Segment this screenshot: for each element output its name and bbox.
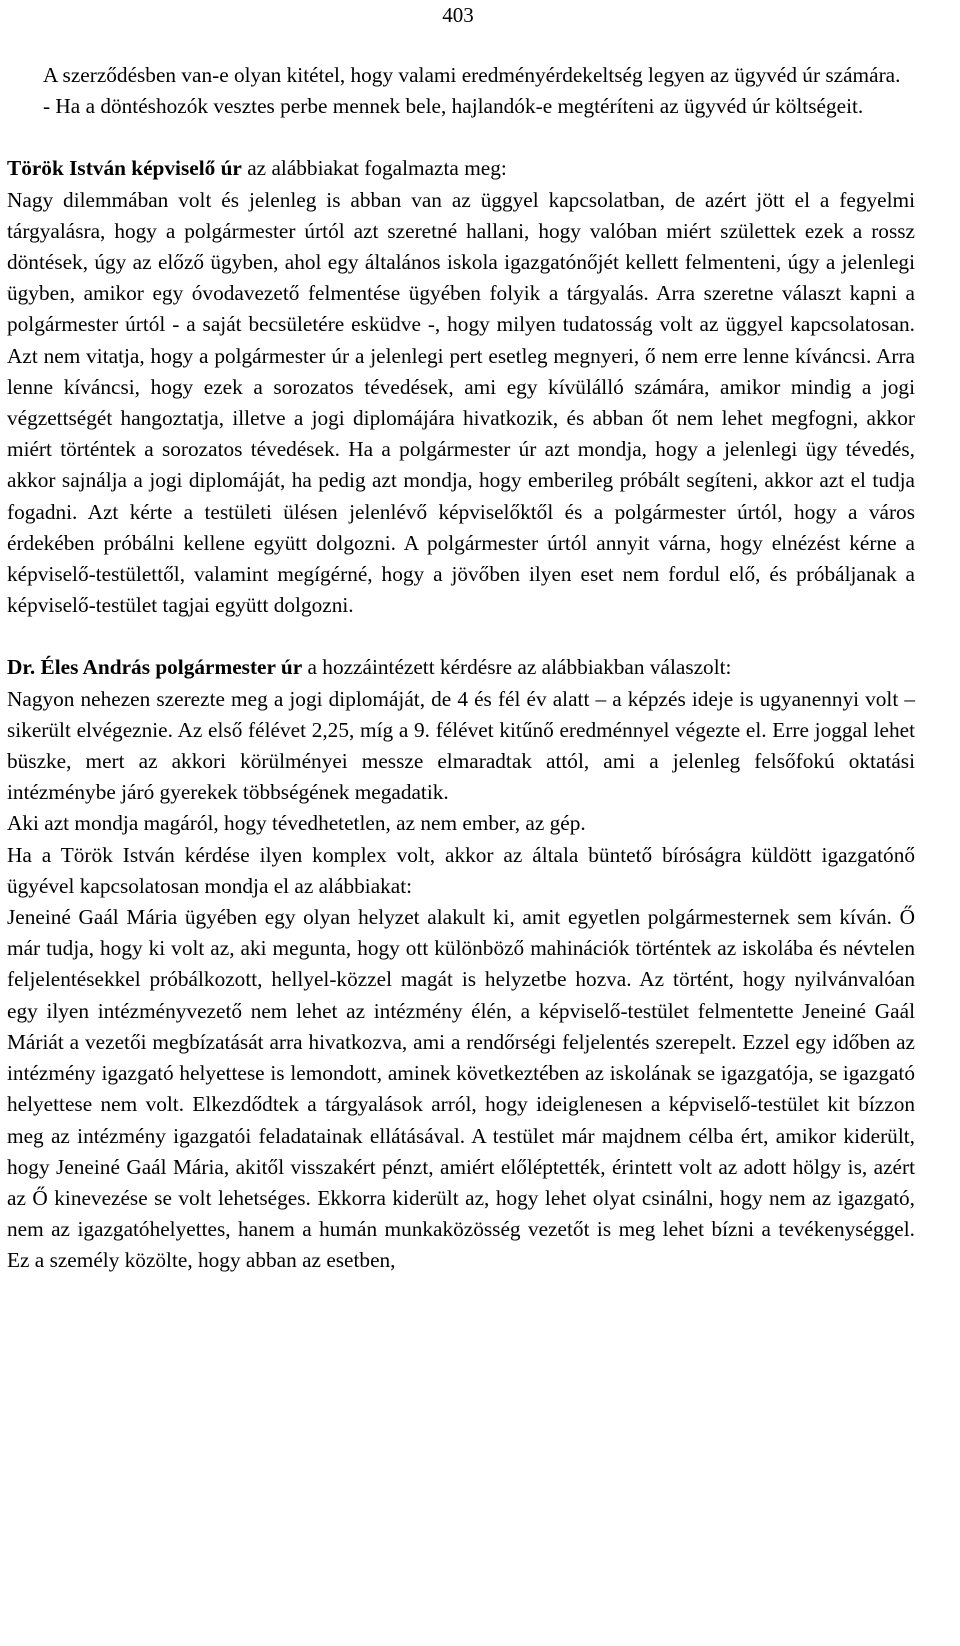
speaker-name: Dr. Éles András polgármester úr: [7, 655, 303, 680]
speech-paragraph: Nagy dilemmában volt és jelenleg is abban van az üggyel kapcsolatban, de azért jött el a fegyelmi tárgyalásra, hogy a polgármester úrtól azt szeretné hallani, hogy valóban miért születtek ezek a rossz döntések, úgy az előző ügyben, ahol egy általános iskola igazgatónőjét kellett felmenteni, úgy a jelenlegi ügyben, amikor egy óvodavezető felmentése ügyében folyik a tárgyalás. Arra szeretne választ kapni a polgármester úrtól - a saját becsületére esküdve -, hogy milyen tudatosság volt az üggyel kapcsolatosan. Azt nem vitatja, hogy a polgármester úr a jelenlegi pert esetleg megnyeri, ő nem erre lenne kíváncsi. Arra lenne kíváncsi, hogy ezek a sorozatos tévedések, ami egy kívülálló számára, amikor mindig a jogi végzettségét hangoztatja, illetve a jogi diplomájára hivatkozik, és abban őt nem lehet megfogni, akkor miért történtek a sorozatos tévedések. Ha a polgármester úr azt mondja, hogy a jelenlegi ügy tévedés, akkor sajnálja a jogi diplomáját, ha pedig azt mondja, hogy emberileg próbált segíteni, akkor azt el tudja fogadni. Azt kérte a testületi ülésen jelenlévő képviselőktől és a polgármester úrtól, hogy a város érdekében próbálni kellene együtt dolgozni. A polgármester úrtól annyit várna, hogy elnézést kérne a képviselő-testülettől, valamint megígérné, hogy a jövőben ilyen eset nem fordul elő, és próbáljanak a képviselő-testület tagjai együtt dolgozni.: [7, 187, 915, 618]
document-body: [7, 60, 915, 1277]
speech-paragraph: Aki azt mondja magáról, hogy tévedhetetlen, az nem ember, az gép.: [7, 811, 586, 836]
paragraph-gap: [7, 621, 915, 652]
paragraph-gap: [7, 122, 915, 153]
speaker-intro-text: a hozzáintézett kérdésre az alábbiakban válaszolt:: [302, 655, 732, 680]
question-paragraph: - Ha a döntéshozók vesztes perbe mennek bele, hajlandók-e megtéríteni az ügyvéd úr költségeit.: [43, 94, 864, 119]
speech-paragraph: Jeneiné Gaál Mária ügyében egy olyan helyzet alakult ki, amit egyetlen polgármesternek sem kíván. Ő már tudja, hogy ki volt az, aki megunta, hogy ott különböző mahinációk történtek az iskolába és névtelen feljelentésekkel próbálkozott, hellyel-közzel magát is helyzetbe hozva. Az történt, hogy nyilvánvalóan egy ilyen intézményvezető nem lehet az intézmény élén, a képviselő-testület felmentette Jeneiné Gaál Máriát a vezetői megbízatását arra hivatkozva, ami a rendőrségi feljelentés szerepelt. Ezzel egy időben az intézmény igazgató helyettese is lemondott, aminek következtében az iskolának se igazgatója, se igazgató helyettese nem volt. Elkezdődtek a tárgyalások arról, hogy ideiglenesen a képviselő-testület kit bízzon meg az intézmény igazgatói feladatainak ellátásával. A testület már majdnem célba ért, amikor kiderült, hogy Jeneiné Gaál Mária, akitől visszakért pénzt, amiért előléptették, érintett volt az adott hölgy is, azért az Ő kinevezése se volt lehetséges. Ekkorra kiderült az, hogy lehet olyat csinálni, hogy nem az igazgató, nem az igazgatóhelyettes, hanem a humán munkaközösség vezetőt is meg lehet bízni a tevékenységgel. Ez a személy közölte, hogy abban az esetben,: [7, 905, 915, 1273]
speech-paragraph: Nagyon nehezen szerezte meg a jogi diplomáját, de 4 és fél év alatt – a képzés ideje is ugyanennyi volt – sikerült elvégeznie. Az első félévet 2,25, míg a 9. félévet kitűnő eredménnyel végezte el. Erre joggal lehet büszke, mert az akkori körülményei messze elmaradtak attól, ami a jelenleg felsőfokú oktatási intézménybe járó gyerekek többségének megadatik.: [7, 686, 915, 805]
speaker-intro-text: az alábbiakat fogalmazta meg:: [241, 156, 507, 181]
speaker-intro-paragraph: [7, 153, 915, 184]
speaker-name: Török István képviselő úr: [7, 156, 242, 181]
speech-paragraph: Ha a Török István kérdése ilyen komplex volt, akkor az általa büntető bíróságra küldött igazgatónő ügyével kapcsolatosan mondja el az alábbiakat:: [7, 842, 915, 898]
question-paragraph: A szerződésben van-e olyan kitétel, hogy valami eredményérdekeltség legyen az ügyvéd úr számára.: [43, 63, 901, 87]
speaker-intro-paragraph: [7, 652, 915, 683]
page-number: 403: [442, 3, 474, 27]
